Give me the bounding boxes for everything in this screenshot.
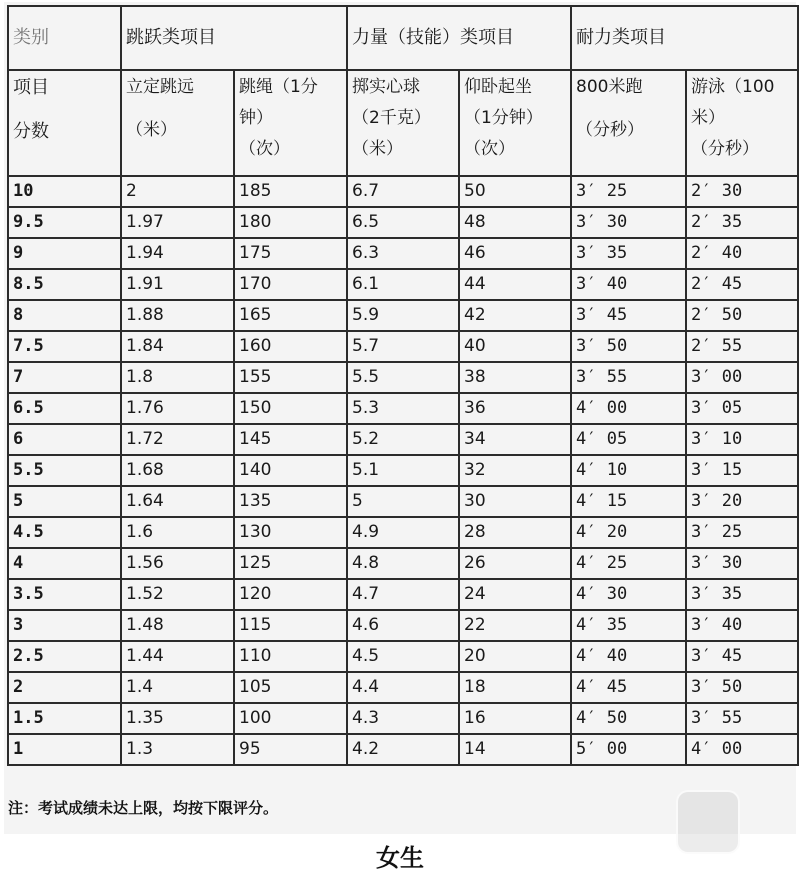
cell-rope-skipping: 150 [234, 393, 347, 424]
cell-score: 9 [8, 238, 121, 269]
table-row [8, 734, 798, 765]
cell-rope-skipping: 180 [234, 207, 347, 238]
cell-swim-100m: 4′ 00 [686, 734, 798, 765]
cell-standing-jump: 1.97 [121, 207, 234, 238]
header-line: 立定跳远 [126, 77, 194, 97]
cell-score: 2.5 [8, 641, 121, 672]
cell-standing-jump: 1.84 [121, 331, 234, 362]
cell-standing-jump: 1.44 [121, 641, 234, 672]
cell-situps: 24 [459, 579, 571, 610]
cell-situps: 46 [459, 238, 571, 269]
category-label-cell: 类别 [8, 6, 121, 70]
cell-standing-jump: 1.52 [121, 579, 234, 610]
cell-800m-run: 4′ 00 [571, 393, 686, 424]
cell-shot-ball: 4.2 [347, 734, 459, 765]
table-row [8, 610, 798, 641]
header-line: （次） [464, 139, 515, 159]
cell-800m-run: 3′ 35 [571, 238, 686, 269]
cell-800m-run: 4′ 15 [571, 486, 686, 517]
table-row [8, 579, 798, 610]
cell-situps: 36 [459, 393, 571, 424]
cell-rope-skipping: 165 [234, 300, 347, 331]
score-table [7, 5, 799, 766]
header-800m-run [571, 70, 686, 176]
cell-shot-ball: 5.3 [347, 393, 459, 424]
cell-shot-ball: 4.9 [347, 517, 459, 548]
header-row [8, 70, 798, 176]
cell-shot-ball: 5.1 [347, 455, 459, 486]
cell-standing-jump: 1.35 [121, 703, 234, 734]
header-line: 仰卧起坐 [464, 77, 532, 97]
table-row [8, 455, 798, 486]
cell-shot-ball: 5.7 [347, 331, 459, 362]
cell-rope-skipping: 105 [234, 672, 347, 703]
cell-shot-ball: 5.9 [347, 300, 459, 331]
cell-800m-run: 4′ 20 [571, 517, 686, 548]
cell-800m-run: 5′ 00 [571, 734, 686, 765]
header-line: （米） [352, 139, 403, 159]
cell-shot-ball: 5.2 [347, 424, 459, 455]
cell-swim-100m: 2′ 45 [686, 269, 798, 300]
cell-score: 4.5 [8, 517, 121, 548]
header-line: （米） [126, 120, 177, 140]
cell-swim-100m: 3′ 35 [686, 579, 798, 610]
cell-swim-100m: 3′ 20 [686, 486, 798, 517]
cell-rope-skipping: 115 [234, 610, 347, 641]
cell-situps: 14 [459, 734, 571, 765]
category-row [8, 6, 798, 70]
cell-rope-skipping: 160 [234, 331, 347, 362]
cell-swim-100m: 3′ 15 [686, 455, 798, 486]
cell-800m-run: 3′ 25 [571, 176, 686, 207]
cell-score: 8 [8, 300, 121, 331]
table-row [8, 269, 798, 300]
cell-shot-ball: 6.1 [347, 269, 459, 300]
cell-swim-100m: 3′ 05 [686, 393, 798, 424]
cell-score: 1 [8, 734, 121, 765]
cell-situps: 28 [459, 517, 571, 548]
header-line: 掷实心球 [352, 77, 420, 97]
cell-shot-ball: 6.3 [347, 238, 459, 269]
cell-score: 10 [8, 176, 121, 207]
cell-rope-skipping: 155 [234, 362, 347, 393]
table-row [8, 238, 798, 269]
cell-swim-100m: 2′ 55 [686, 331, 798, 362]
cell-standing-jump: 1.88 [121, 300, 234, 331]
cell-800m-run: 3′ 40 [571, 269, 686, 300]
cell-rope-skipping: 110 [234, 641, 347, 672]
cell-situps: 40 [459, 331, 571, 362]
cell-situps: 42 [459, 300, 571, 331]
cell-standing-jump: 1.6 [121, 517, 234, 548]
cell-rope-skipping: 125 [234, 548, 347, 579]
cell-standing-jump: 2 [121, 176, 234, 207]
cell-swim-100m: 2′ 30 [686, 176, 798, 207]
cell-situps: 16 [459, 703, 571, 734]
table-row [8, 641, 798, 672]
cell-situps: 44 [459, 269, 571, 300]
table-row [8, 486, 798, 517]
header-line: 钟） [239, 108, 273, 128]
cell-swim-100m: 3′ 45 [686, 641, 798, 672]
cell-standing-jump: 1.4 [121, 672, 234, 703]
cell-shot-ball: 4.8 [347, 548, 459, 579]
header-line: 米） [691, 108, 725, 128]
table-row [8, 393, 798, 424]
cell-situps: 18 [459, 672, 571, 703]
cell-score: 7.5 [8, 331, 121, 362]
cell-rope-skipping: 100 [234, 703, 347, 734]
cell-score: 9.5 [8, 207, 121, 238]
cell-shot-ball: 6.7 [347, 176, 459, 207]
score-table-sheet [4, 2, 796, 834]
cell-800m-run: 4′ 50 [571, 703, 686, 734]
table-row [8, 300, 798, 331]
category-jump: 跳跃类项目 [121, 6, 347, 70]
cell-800m-run: 3′ 50 [571, 331, 686, 362]
header-line: （次） [239, 139, 290, 159]
cell-standing-jump: 1.91 [121, 269, 234, 300]
cell-situps: 50 [459, 176, 571, 207]
table-row [8, 703, 798, 734]
table-row [8, 207, 798, 238]
header-line: （1分钟） [464, 108, 543, 128]
cell-swim-100m: 3′ 40 [686, 610, 798, 641]
cell-swim-100m: 2′ 50 [686, 300, 798, 331]
cell-situps: 32 [459, 455, 571, 486]
table-row [8, 548, 798, 579]
table-row [8, 362, 798, 393]
cell-score: 3.5 [8, 579, 121, 610]
cell-situps: 26 [459, 548, 571, 579]
cell-rope-skipping: 145 [234, 424, 347, 455]
caption-title: 女生 [376, 843, 424, 872]
cell-800m-run: 4′ 05 [571, 424, 686, 455]
header-rope-skipping [234, 70, 347, 176]
cell-shot-ball: 4.6 [347, 610, 459, 641]
cell-score: 7 [8, 362, 121, 393]
cell-standing-jump: 1.68 [121, 455, 234, 486]
cell-situps: 22 [459, 610, 571, 641]
cell-score: 6.5 [8, 393, 121, 424]
cell-rope-skipping: 170 [234, 269, 347, 300]
header-swim-100m [686, 70, 798, 176]
header-score-label: 分数 [13, 121, 49, 142]
cell-shot-ball: 5 [347, 486, 459, 517]
cell-standing-jump: 1.3 [121, 734, 234, 765]
cell-800m-run: 4′ 35 [571, 610, 686, 641]
cell-situps: 48 [459, 207, 571, 238]
cell-standing-jump: 1.8 [121, 362, 234, 393]
cell-rope-skipping: 95 [234, 734, 347, 765]
table-row [8, 517, 798, 548]
cell-situps: 20 [459, 641, 571, 672]
cell-swim-100m: 3′ 10 [686, 424, 798, 455]
table-row [8, 424, 798, 455]
cell-situps: 38 [459, 362, 571, 393]
cell-shot-ball: 6.5 [347, 207, 459, 238]
cell-standing-jump: 1.76 [121, 393, 234, 424]
cell-score: 2 [8, 672, 121, 703]
score-rows [8, 176, 798, 765]
cell-score: 3 [8, 610, 121, 641]
cell-score: 1.5 [8, 703, 121, 734]
cell-shot-ball: 5.5 [347, 362, 459, 393]
header-item-score [8, 70, 121, 176]
cell-rope-skipping: 140 [234, 455, 347, 486]
table-row [8, 331, 798, 362]
cell-rope-skipping: 175 [234, 238, 347, 269]
cell-score: 5 [8, 486, 121, 517]
cell-standing-jump: 1.94 [121, 238, 234, 269]
table-row [8, 176, 798, 207]
header-standing-jump [121, 70, 234, 176]
header-line: （分秒） [691, 139, 759, 159]
cell-swim-100m: 2′ 35 [686, 207, 798, 238]
cell-rope-skipping: 185 [234, 176, 347, 207]
cell-rope-skipping: 135 [234, 486, 347, 517]
cell-shot-ball: 4.3 [347, 703, 459, 734]
cell-standing-jump: 1.56 [121, 548, 234, 579]
cell-situps: 30 [459, 486, 571, 517]
header-line: （2千克） [352, 108, 431, 128]
cell-800m-run: 4′ 25 [571, 548, 686, 579]
cell-shot-ball: 4.5 [347, 641, 459, 672]
header-line: （分秒） [576, 120, 644, 140]
cell-score: 5.5 [8, 455, 121, 486]
cell-swim-100m: 3′ 25 [686, 517, 798, 548]
header-line: 跳绳（1分 [239, 77, 318, 97]
cell-rope-skipping: 130 [234, 517, 347, 548]
cell-swim-100m: 2′ 40 [686, 238, 798, 269]
cell-score: 8.5 [8, 269, 121, 300]
header-shot-ball [347, 70, 459, 176]
cell-rope-skipping: 120 [234, 579, 347, 610]
table-row [8, 672, 798, 703]
cell-standing-jump: 1.72 [121, 424, 234, 455]
category-strength: 力量（技能）类项目 [347, 6, 571, 70]
cell-800m-run: 3′ 30 [571, 207, 686, 238]
cell-swim-100m: 3′ 50 [686, 672, 798, 703]
cell-swim-100m: 3′ 55 [686, 703, 798, 734]
cell-800m-run: 4′ 30 [571, 579, 686, 610]
cell-situps: 34 [459, 424, 571, 455]
category-endurance: 耐力类项目 [571, 6, 798, 70]
cell-800m-run: 4′ 40 [571, 641, 686, 672]
footnote: 注：考试成绩未达上限，均按下限评分。 [8, 799, 279, 817]
cell-shot-ball: 4.7 [347, 579, 459, 610]
header-item-label: 项目 [13, 77, 49, 98]
cell-score: 4 [8, 548, 121, 579]
cell-standing-jump: 1.64 [121, 486, 234, 517]
header-line: 游泳（100 [691, 77, 775, 97]
cell-800m-run: 3′ 55 [571, 362, 686, 393]
cell-800m-run: 4′ 45 [571, 672, 686, 703]
header-line: 800米跑 [576, 77, 643, 97]
cell-standing-jump: 1.48 [121, 610, 234, 641]
cell-shot-ball: 4.4 [347, 672, 459, 703]
cell-swim-100m: 3′ 30 [686, 548, 798, 579]
cell-800m-run: 4′ 10 [571, 455, 686, 486]
cell-swim-100m: 3′ 00 [686, 362, 798, 393]
cell-score: 6 [8, 424, 121, 455]
header-situps [459, 70, 571, 176]
cell-800m-run: 3′ 45 [571, 300, 686, 331]
